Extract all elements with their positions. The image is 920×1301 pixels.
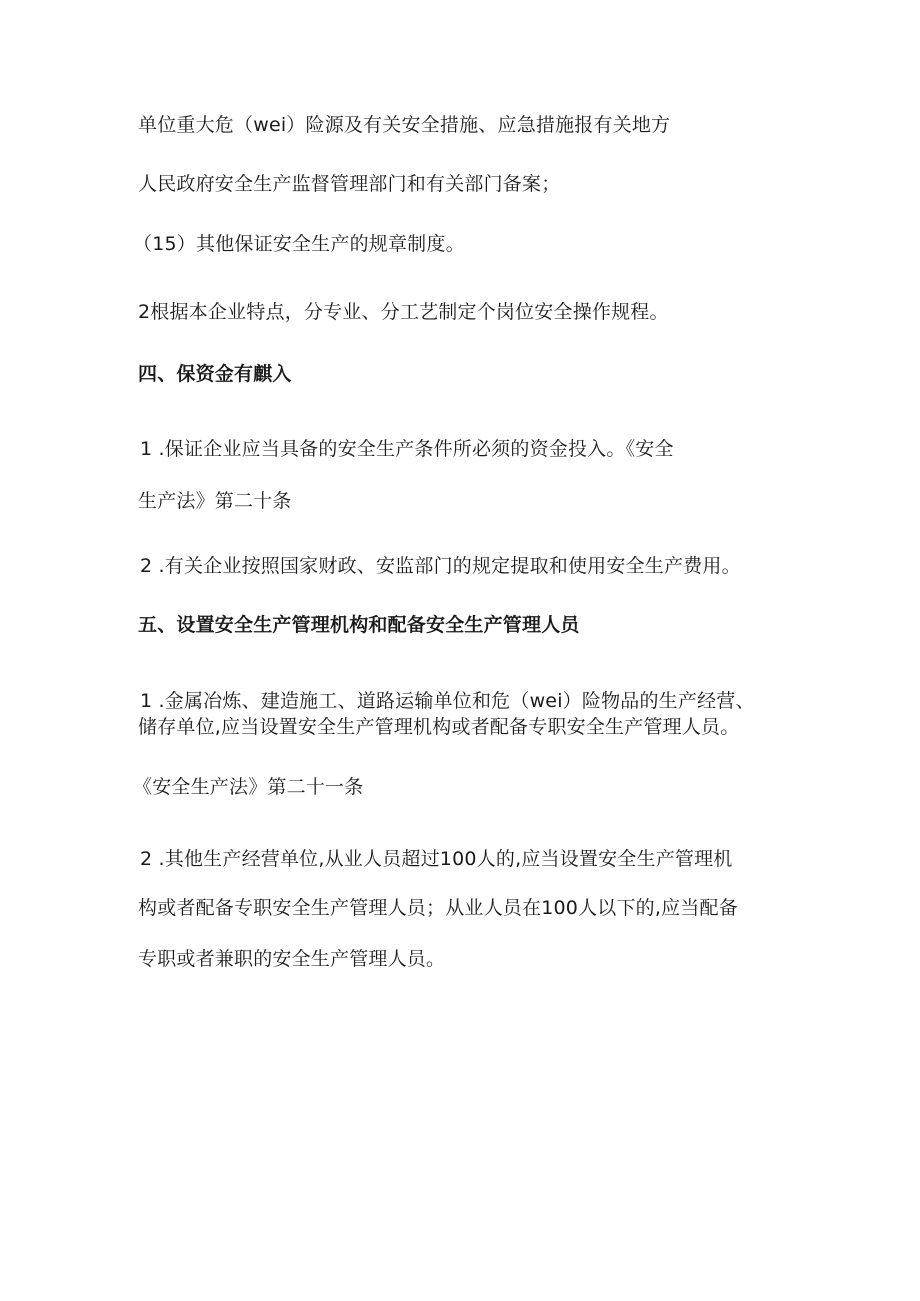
section-heading: 五、设置安全生产管理机构和配备安全生产管理人员	[138, 614, 580, 636]
paragraph-line: 1 .保证企业应当具备的安全生产条件所必须的资金投入。《安全	[140, 438, 674, 460]
paragraph-line: 1 .金属冶炼、建造施工、道路运输单位和危（wei）险物品的生产经营、	[140, 690, 755, 712]
paragraph-line: 生产法》第二十条	[138, 490, 292, 512]
paragraph-line: 单位重大危（wei）险源及有关安全措施、应急措施报有关地方	[138, 114, 671, 136]
paragraph-line: 2根据本企业特点，分专业、分工艺制定个岗位安全操作规程。	[138, 301, 669, 323]
paragraph-line: 2 .其他生产经营单位,从业人员超过100人的,应当设置安全生产管理机	[140, 848, 733, 870]
paragraph-line: 2 .有关企业按照国家财政、安监部门的规定提取和使用安全生产费用。	[140, 555, 741, 577]
paragraph-line: 《安全生产法》第二十一条	[133, 776, 364, 798]
section-heading: 四、保资金有麒入	[138, 363, 292, 385]
paragraph-line: （15）其他保证安全生产的规章制度。	[133, 233, 465, 255]
paragraph-line: 专职或者兼职的安全生产管理人员。	[138, 948, 446, 970]
paragraph-line: 储存单位,应当设置安全生产管理机构或者配备专职安全生产管理人员。	[138, 716, 740, 738]
paragraph-line: 构或者配备专职安全生产管理人员；从业人员在100人以下的,应当配备	[138, 897, 738, 919]
paragraph-line: 人民政府安全生产监督管理部门和有关部门备案；	[138, 173, 561, 195]
